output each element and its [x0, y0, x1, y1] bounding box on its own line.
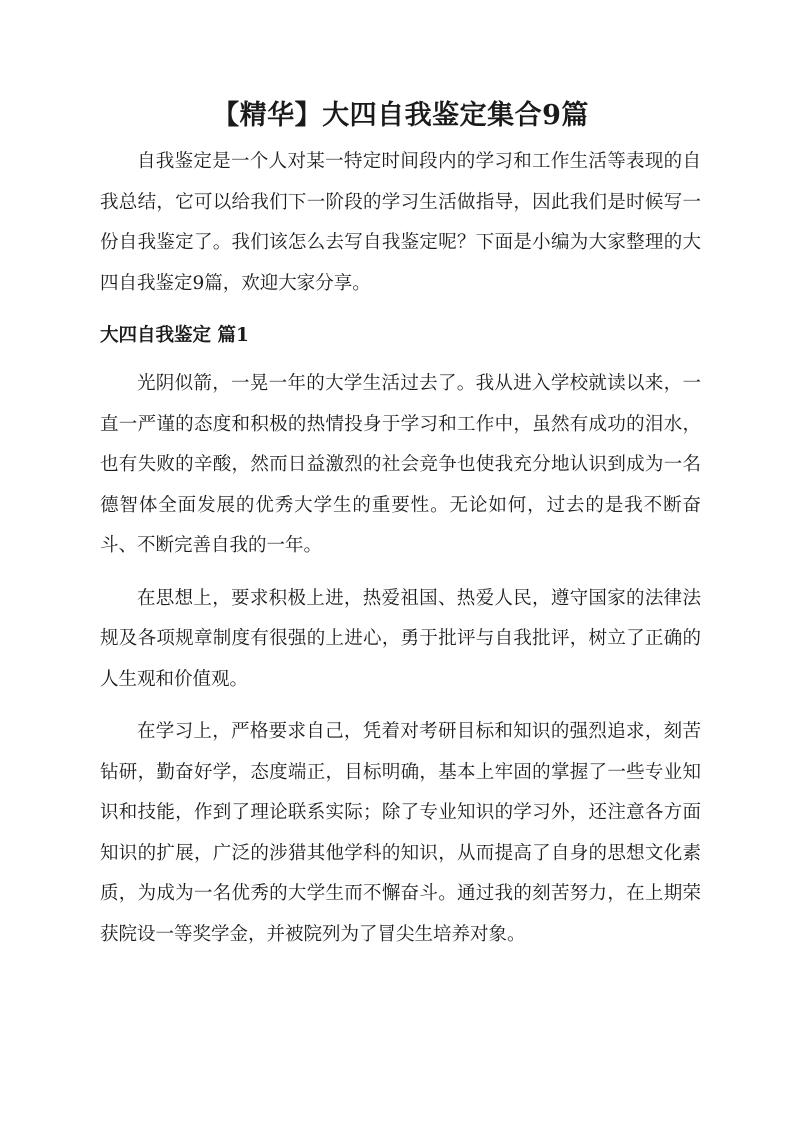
- section-heading: 大四自我鉴定 篇1: [100, 325, 249, 346]
- document-title: 【精华】大四自我鉴定集合9篇: [212, 100, 589, 131]
- intro-paragraph: 自我鉴定是一个人对某一特定时间段内的学习和工作生活等表现的自我总结，它可以给我们下一阶段的学习生活做指导，因此我们是时候写一份自我鉴定了。我们该怎么去写自我鉴定呢？下面是小编为大家整理的大四自我鉴定9篇，欢迎大家分享。: [100, 151, 701, 294]
- body-paragraph-2: 在思想上，要求积极上进，热爱祖国、热爱人民，遵守国家的法律法规及各项规章制度有很强的上进心，勇于批评与自我批评，树立了正确的人生观和价值观。: [100, 587, 701, 690]
- section-1: [100, 316, 701, 955]
- body-paragraph-1: 光阴似箭，一晃一年的大学生活过去了。我从进入学校就读以来，一直一严谨的态度和积极的热情投身于学习和工作中，虽然有成功的泪水，也有失败的辛酸，然而日益激烈的社会竞争也使我充分地认识到成为一名德智体全面发展的优秀大学生的重要性。无论如何，过去的是我不断奋斗、不断完善自我的一年。: [100, 373, 701, 556]
- body-paragraph-3: 在学习上，严格要求自己，凭着对考研目标和知识的强烈追求，刻苦钻研，勤奋好学，态度端正，目标明确，基本上牢固的掌握了一些专业知识和技能，作到了理论联系实际；除了专业知识的学习外，还注意各方面知识的扩展，广泛的涉猎其他学科的知识，从而提高了自身的思想文化素质，为成为一名优秀的大学生而不懈奋斗。通过我的刻苦努力，在上期荣获院设一等奖学金，并被院列为了冒尖生培养对象。: [100, 721, 701, 945]
